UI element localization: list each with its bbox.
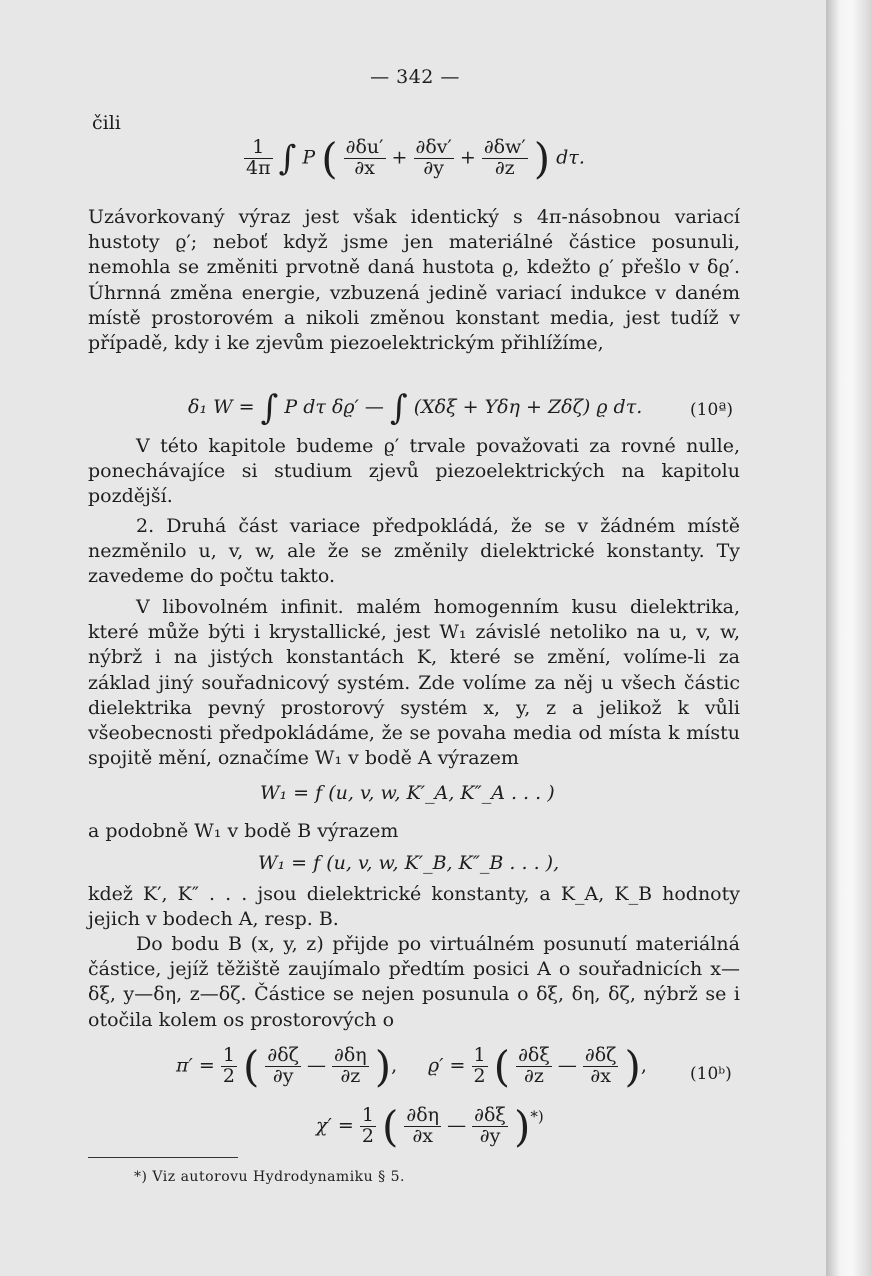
footnote-divider: [88, 1157, 238, 1158]
equation-w-point-a: W₁ = f (u, v, w, K′_A, K″_A . . . ): [260, 782, 555, 804]
term-v: $\frac{\partial\delta v'}{\partial y}$: [415, 136, 452, 179]
paragraph-5: a podobně W₁ v bodě B výrazem: [88, 820, 399, 842]
function-p: P: [302, 146, 316, 169]
equation-chi: χ′ = $\frac{1}{2}$ ( $\frac{\partial\delta\eta}{\partial x}$ — $\frac{\partial\delta\xi}{\partial y}$ )*): [316, 1102, 544, 1151]
page-number: — 342 —: [370, 66, 460, 88]
paragraph-4: V libovolném infinit. malém homogenním kusu dielektrika, které může býti i krystallické, jest W₁ závislé netoliko na u, v, w, nýbrž i na jistých konstantách K, které se změní, volíme-li za základ jiný souřadnicový systém. Zde volíme za něj u všech částic dielektrika pevný prostorový systém x, y, z a jelikož k vůli všeobecnosti předpokládáme, že se povaha media od místa k místu spojitě mění, označíme W₁ v bodě A výrazem: [88, 596, 740, 770]
right-paren: ): [533, 134, 551, 183]
equation-pi: π′ = $\frac{1}{2}$ ( $\frac{\partial\delta\zeta}{\partial y}$ — $\frac{\partial\delta\eta}{\partial z}$ ),: [176, 1042, 398, 1091]
equation-rho: ϱ′ = $\frac{1}{2}$ ( $\frac{\partial\delta\xi}{\partial z}$ — $\frac{\partial\delta\zeta}{\partial x}$ ),: [428, 1042, 647, 1091]
equation-number-10b: (10ᵇ): [690, 1064, 732, 1084]
paragraph-3: 2. Druhá část variace předpokládá, že se v žádném místě nezměnilo u, v, w, ale že se změnily dielektrické konstanty. Ty zavedeme do počtu takto.: [88, 515, 740, 588]
left-paren: (: [321, 134, 338, 183]
equation-w-point-b: W₁ = f (u, v, w, K′_B, K″_B . . . ),: [258, 852, 560, 874]
coefficient-fraction: $\frac{1}{4\pi}$: [246, 136, 271, 179]
footnote: *) Viz autorovu Hydrodynamiku § 5.: [134, 1169, 405, 1185]
term-w: $\frac{\partial\delta w'}{\partial z}$: [483, 136, 526, 179]
intro-word: čili: [92, 112, 121, 134]
paragraph-6: kdež K′, K″ . . . jsou dielektrické konstanty, a K_A, K_B hodnoty jejich v bodech A, resp. B.: [88, 883, 740, 931]
paragraph-7: Do bodu B (x, y, z) přijde po virtuálném posunutí materiálná částice, jejíž těžiště zaujímalo předtím posici A o souřadnicích x—δξ, y—δη, z—δζ. Částice se nejen posunula o δξ, δη, δζ, nýbrž se i otočila kolem os prostorových o: [88, 933, 740, 1031]
formula-tail: dτ.: [556, 146, 585, 169]
integral-sign: ∫: [278, 138, 297, 179]
equation-10a: δ₁ W = ∫ P dτ δϱ′ — ∫ (Xδξ + Yδη + Zδζ) ϱ dτ.: [188, 388, 643, 428]
equation-number-10a: (10ª): [690, 400, 733, 420]
formula-divergence: $\frac{1}{4\pi}$ ∫ P ( $\frac{\partial\delta u'}{\partial x}$ + $\frac{\partial\delta v'}{\partial y}$ + $\frac{\partial\delta w'}{\partial z}$ ) dτ.: [246, 134, 585, 183]
term-u: $\frac{\partial\delta u'}{\partial x}$: [345, 136, 384, 179]
paragraph-1: Uzávorkovaný výraz jest však identický s 4π-násobnou variací hustoty ϱ′; neboť když jsme jen materiálné částice posunuli, nemohla se změniti prvotně daná hustota ϱ, kdežto ϱ′ přešlo v δϱ′. Úhrnná změna energie, vzbuzená jedině variací indukce v daném místě prostorovém a nikoli změnou konstant media, jest tudíž v případě, kdy i ke zjevům piezoelektrickým přihlížíme,: [88, 206, 740, 355]
paragraph-2: V této kapitole budeme ϱ′ trvale považovati za rovné nulle, ponechávajíce si studium zjevů piezoelektrických na kapitolu pozdější.: [88, 435, 740, 508]
page-edge: [826, 0, 871, 1276]
